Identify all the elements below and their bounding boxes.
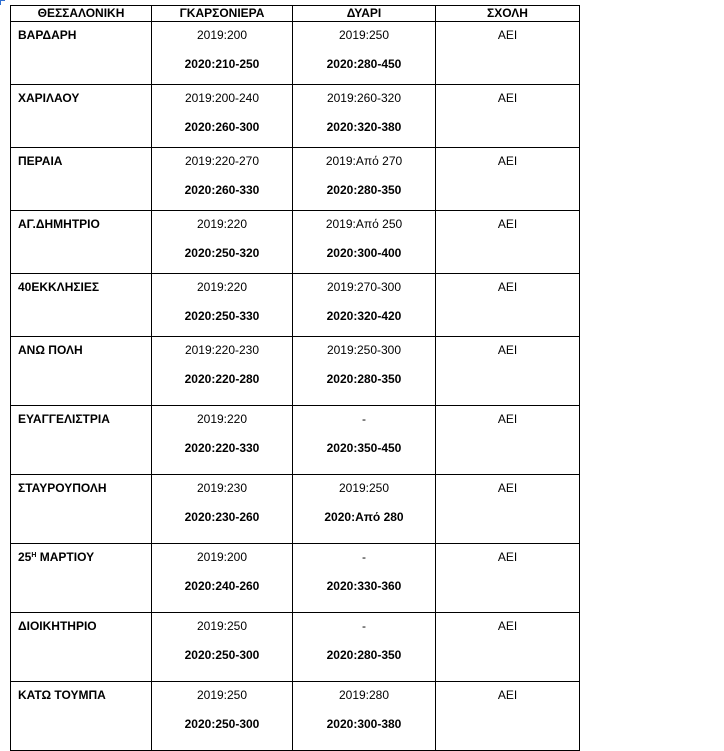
two-bedroom-2020: 2020:280-350: [326, 372, 402, 386]
area-cell: [11, 544, 152, 613]
two-bedroom-2020: 2020:280-350: [326, 183, 402, 197]
school-cell: [436, 85, 580, 148]
studio-2020: 2020:240-260: [184, 579, 260, 593]
table-row: [11, 682, 580, 751]
school-value: ΑΕΙ: [497, 619, 518, 633]
area-cell: [11, 475, 152, 544]
area-name: ΒΑΡΔΑΡΗ: [18, 28, 77, 42]
two-bedroom-cell: [293, 682, 436, 751]
two-bedroom-cell: [293, 22, 436, 85]
header-studio: ΓΚΑΡΣΟΝΙΕΡΑ: [152, 6, 293, 22]
two-bedroom-cell: [293, 337, 436, 406]
two-bedroom-cell: [293, 406, 436, 475]
area-cell: [11, 85, 152, 148]
table-row: [11, 274, 580, 337]
area-name: ΔΙΟΙΚΗΤΗΡΙΟ: [18, 619, 97, 633]
two-bedroom-2019: 2019:Από 250: [325, 217, 403, 231]
school-value: ΑΕΙ: [497, 217, 518, 231]
area-name: 40ΕΚΚΛΗΣΙΕΣ: [18, 280, 100, 294]
studio-2020: 2020:220-280: [184, 372, 260, 386]
two-bedroom-2019: 2019:260-320: [326, 91, 402, 105]
studio-cell: [152, 211, 293, 274]
two-bedroom-2019: 2019:250-300: [326, 343, 402, 357]
studio-2019: 2019:200-240: [184, 91, 260, 105]
table-row: [11, 22, 580, 85]
area-name: ΕΥΑΓΓΕΛΙΣΤΡΙΑ: [18, 412, 110, 426]
two-bedroom-cell: [293, 274, 436, 337]
studio-2019: 2019:220: [196, 412, 248, 426]
area-superscript: Η: [31, 552, 37, 559]
two-bedroom-2019: -: [362, 550, 366, 564]
table-row: [11, 85, 580, 148]
two-bedroom-2020: 2020:350-450: [326, 441, 402, 455]
area-cell: [11, 682, 152, 751]
studio-cell: [152, 475, 293, 544]
school-value: ΑΕΙ: [497, 688, 518, 702]
area-name: ΠΕΡΑΙΑ: [18, 154, 63, 168]
header-school: ΣΧΟΛΗ: [436, 6, 580, 22]
two-bedroom-2019: 2019:250: [338, 28, 390, 42]
school-cell: [436, 211, 580, 274]
two-bedroom-2020: 2020:320-420: [326, 309, 402, 323]
header-area: ΘΕΣΣΑΛΟΝΙΚΗ: [11, 6, 152, 22]
school-cell: [436, 148, 580, 211]
school-value: ΑΕΙ: [497, 412, 518, 426]
school-value: ΑΕΙ: [497, 550, 518, 564]
two-bedroom-2020: 2020:320-380: [326, 120, 402, 134]
two-bedroom-2020: 2020:280-350: [326, 648, 402, 662]
studio-cell: [152, 148, 293, 211]
area-cell: [11, 211, 152, 274]
area-cell: [11, 337, 152, 406]
studio-2019: 2019:220: [196, 217, 248, 231]
table-row: [11, 406, 580, 475]
two-bedroom-2020: 2020:280-450: [326, 57, 402, 71]
header-row: [11, 6, 580, 22]
studio-2020: 2020:260-330: [184, 183, 260, 197]
corner-marker: [0, 0, 5, 5]
two-bedroom-cell: [293, 211, 436, 274]
two-bedroom-cell: [293, 613, 436, 682]
table-row: [11, 337, 580, 406]
studio-2020: 2020:250-330: [184, 309, 260, 323]
studio-cell: [152, 406, 293, 475]
area-cell: [11, 613, 152, 682]
studio-2020: 2020:250-300: [184, 648, 260, 662]
two-bedroom-2020: 2020:Από 280: [324, 510, 404, 524]
two-bedroom-cell: [293, 544, 436, 613]
area-rest: ΜΑΡΤΙΟΥ: [36, 550, 95, 564]
two-bedroom-cell: [293, 475, 436, 544]
studio-cell: [152, 22, 293, 85]
studio-2019: 2019:200: [196, 550, 248, 564]
studio-cell: [152, 613, 293, 682]
area-name: [18, 550, 151, 564]
studio-cell: [152, 682, 293, 751]
studio-2019: 2019:230: [196, 481, 248, 495]
studio-2019: 2019:220-230: [184, 343, 260, 357]
area-cell: [11, 406, 152, 475]
studio-2020: 2020:250-320: [184, 246, 260, 260]
studio-2019: 2019:220: [196, 280, 248, 294]
area-name: ΧΑΡΙΛΑΟΥ: [18, 91, 80, 105]
school-cell: [436, 544, 580, 613]
two-bedroom-2020: 2020:330-360: [326, 579, 402, 593]
school-value: ΑΕΙ: [497, 343, 518, 357]
school-value: ΑΕΙ: [497, 154, 518, 168]
area-cell: [11, 148, 152, 211]
two-bedroom-2019: 2019:250: [338, 481, 390, 495]
header-two-bedroom: ΔΥΑΡΙ: [293, 6, 436, 22]
area-cell: [11, 22, 152, 85]
two-bedroom-2019: -: [362, 412, 366, 426]
studio-2020: 2020:220-330: [184, 441, 260, 455]
two-bedroom-2019: 2019:270-300: [326, 280, 402, 294]
studio-cell: [152, 337, 293, 406]
school-value: ΑΕΙ: [497, 481, 518, 495]
school-value: ΑΕΙ: [497, 91, 518, 105]
two-bedroom-2019: -: [362, 619, 366, 633]
table-row: [11, 475, 580, 544]
two-bedroom-cell: [293, 148, 436, 211]
area-number: 25: [18, 550, 32, 564]
table-row: [11, 148, 580, 211]
school-cell: [436, 682, 580, 751]
school-cell: [436, 337, 580, 406]
area-name: ΑΓ.ΔΗΜΗΤΡΙΟ: [18, 217, 100, 231]
two-bedroom-2020: 2020:300-400: [326, 246, 402, 260]
school-cell: [436, 22, 580, 85]
table-row: [11, 613, 580, 682]
school-value: ΑΕΙ: [497, 28, 518, 42]
area-cell: [11, 274, 152, 337]
school-value: ΑΕΙ: [497, 280, 518, 294]
school-cell: [436, 613, 580, 682]
studio-cell: [152, 274, 293, 337]
school-cell: [436, 274, 580, 337]
table-row: [11, 544, 580, 613]
studio-2019: 2019:250: [196, 619, 248, 633]
studio-2020: 2020:230-260: [184, 510, 260, 524]
studio-2020: 2020:260-300: [184, 120, 260, 134]
studio-2020: 2020:250-300: [184, 717, 260, 731]
two-bedroom-2020: 2020:300-380: [326, 717, 402, 731]
two-bedroom-cell: [293, 85, 436, 148]
school-cell: [436, 475, 580, 544]
area-name: ΚΑΤΩ ΤΟΥΜΠΑ: [18, 688, 106, 702]
table-row: [11, 211, 580, 274]
area-name: ΣΤΑΥΡΟΥΠΟΛΗ: [18, 481, 107, 495]
studio-cell: [152, 85, 293, 148]
area-name: ΑΝΩ ΠΟΛΗ: [18, 343, 83, 357]
studio-2019: 2019:250: [196, 688, 248, 702]
two-bedroom-2019: 2019:Από 270: [325, 154, 403, 168]
rent-prices-table: [10, 5, 580, 751]
studio-2019: 2019:200: [196, 28, 248, 42]
two-bedroom-2019: 2019:280: [338, 688, 390, 702]
studio-2019: 2019:220-270: [184, 154, 260, 168]
school-cell: [436, 406, 580, 475]
studio-2020: 2020:210-250: [184, 57, 260, 71]
studio-cell: [152, 544, 293, 613]
